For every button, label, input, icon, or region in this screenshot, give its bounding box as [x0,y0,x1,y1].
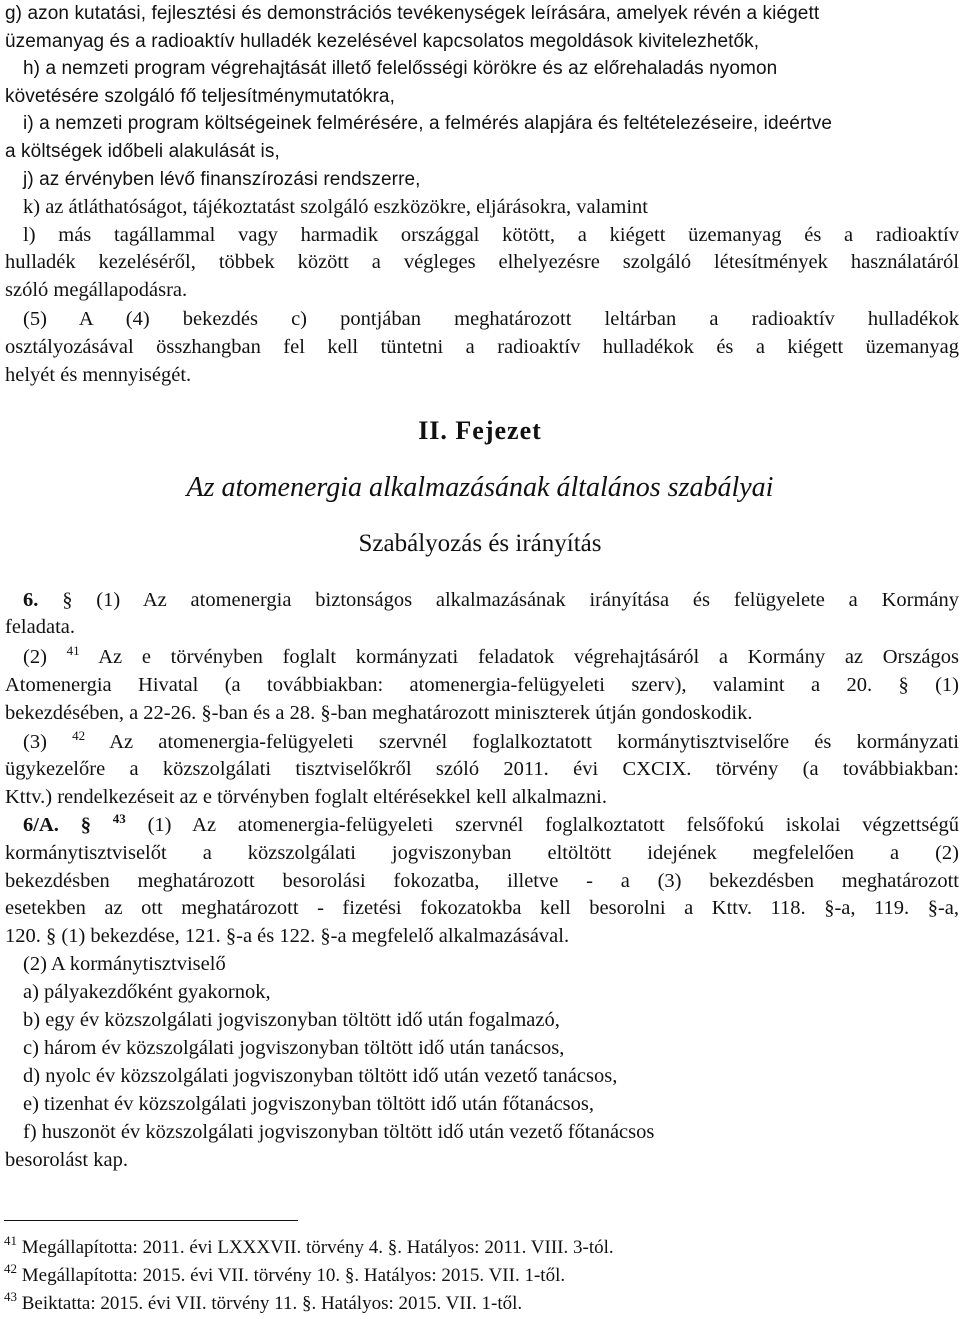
s6-para1-text: (1) Az atomenergia biztonságos alkalmazásának irányítása és felügyelete a Kormány [96,589,960,611]
s6a-para1-line5: 120. § (1) bekezdése, 121. §-a és 122. §-a megfelelő alkalmazásával. [5,925,570,947]
item-h-line1: h) a nemzeti program végrehajtását illető felelősségi körökre és az előrehaladás nyomon [23,58,778,79]
item-g-line2: üzemanyag és a radioaktív hulladék kezelésével kapcsolatos megoldások kivitelezhetők, [5,31,760,52]
footnote-text: Megállapította: 2015. évi VII. törvény 10. §. Hatályos: 2015. VII. 1-től. [21,1265,566,1286]
footnote-number: 42 [4,1261,17,1276]
s6a-item-b: b) egy év közszolgálati jogviszonyban töltött idő után fogalmazó, [23,1009,560,1031]
s6-para3-num: (3) [23,731,47,753]
s6-para2-line2: Atomenergia Hivatal (a továbbiakban: atomenergia-felügyeleti szerv), valamint a 20. § (1) [5,674,959,696]
para5-line1: (5) A (4) bekezdés c) pontjában meghatározott leltárban a radioaktív hulladékok [23,308,959,330]
s6a-closing: besorolást kap. [5,1149,128,1171]
s6-para3-line3: Kttv.) rendelkezéseit az e törvényben foglalt eltérésekkel kell alkalmazni. [5,786,608,808]
footnote-ref-41[interactable]: 41 [66,643,80,658]
footnote-43 [4,1289,523,1316]
s6-number: 6. [23,589,39,611]
chapter-number: II. Fejezet [418,416,542,445]
item-l-line2: hulladék kezeléséről, többek között a végleges elhelyezésre szolgáló létesítmények használatáról [5,251,959,273]
footnote-number: 41 [4,1233,17,1248]
item-l-line1: l) más tagállammal vagy harmadik országgal kötött, a kiégett üzemanyag és a radioaktív [23,224,959,246]
s6a-para1-line1 [23,813,959,837]
item-g-line1: g) azon kutatási, fejlesztési és demonstrációs tevékenységek leírására, amelyek révén a kiégett [5,3,820,24]
s6-para2-line1 [23,645,959,669]
item-k: k) az átláthatóságot, tájékoztatást szolgáló eszközökre, eljárásokra, valamint [23,196,648,218]
footnote-divider [4,1220,298,1221]
s6-para2-line3: bekezdésében, a 22-26. §-ban és a 28. §-ban meghatározott miniszterek útján gondoskodik. [5,702,753,724]
item-j: j) az érvényben lévő finanszírozási rendszerre, [23,169,421,190]
s6a-para1-line3: bekezdésben meghatározott besorolási fokozatba, illetve - a (3) bekezdésben meghatározott [5,870,959,892]
s6-para2-num: (2) [23,646,47,668]
section-sign: § [62,589,73,611]
item-l-line3: szóló megállapodásra. [5,279,188,301]
s6-para1-line2: feladata. [5,616,75,638]
footnote-text: Beiktatta: 2015. évi VII. törvény 11. §. Hatályos: 2015. VII. 1-től. [21,1293,523,1314]
s6a-item-e: e) tizenhat év közszolgálati jogviszonyban töltött idő után főtanácsos, [23,1093,594,1115]
section-sign: § [80,814,91,836]
s6a-number: 6/A. [23,814,59,836]
s6a-para1-line2: kormánytisztviselőt a közszolgálati jogviszonyban eltöltött idejének megfelelően a (2) [5,842,959,864]
chapter-subtitle: Szabályozás és irányítás [358,530,602,557]
s6a-para2-intro: (2) A kormánytisztviselő [23,953,226,975]
footnote-number: 43 [4,1289,17,1304]
footnote-ref-43[interactable]: 43 [112,811,126,826]
footnote-ref-42[interactable]: 42 [72,728,86,743]
item-h-line2: követésére szolgáló fő teljesítménymutatókra, [5,86,395,107]
para5-line3: helyét és mennyiségét. [5,364,192,386]
s6-para1-line1 [23,588,959,612]
item-i-line2: a költségek időbeli alakulását is, [5,141,280,162]
s6a-item-f: f) huszonöt év közszolgálati jogviszonyban töltött idő után vezető főtanácsos [23,1121,655,1143]
chapter-title: Az atomenergia alkalmazásának általános szabályai [186,472,774,503]
s6-para3-line2: ügykezelőre a közszolgálati tisztviselőkről szóló 2011. évi CXCIX. törvény (a továbbiakban: [5,758,959,780]
para5-line2: osztályozásával összhangban fel kell tüntetni a radioaktív hulladékok és a kiégett üzemanyag [5,336,959,358]
s6a-item-d: d) nyolc év közszolgálati jogviszonyban töltött idő után vezető tanácsos, [23,1065,618,1087]
s6a-para1-text: (1) Az atomenergia-felügyeleti szervnél foglalkoztatott felsőfokú iskolai végzettségű [147,814,960,836]
s6a-item-a: a) pályakezdőként gyakornok, [23,981,271,1003]
s6-para3-line1 [23,730,959,754]
s6a-para1-line4: esetekben az ott meghatározott - fizetési fokozatokba kell besorolni a Kttv. 118. §-a, 119. §-a, [5,897,959,919]
footnote-text: Megállapította: 2011. évi LXXXVII. törvény 4. §. Hatályos: 2011. VIII. 3-tól. [21,1237,614,1258]
s6a-item-c: c) három év közszolgálati jogviszonyban töltött idő után tanácsos, [23,1037,565,1059]
s6-para2-text: Az e törvényben foglalt kormányzati feladatok végrehajtásáról a Kormány az Országos [98,646,960,668]
footnote-41 [4,1233,614,1260]
footnote-42 [4,1261,566,1288]
item-i-line1: i) a nemzeti program költségeinek felmérésére, a felmérés alapjára és feltételezéseire, ideértve [23,113,833,134]
s6-para3-text: Az atomenergia-felügyeleti szervnél foglalkoztatott kormánytisztviselőre és kormányzati [109,731,960,753]
